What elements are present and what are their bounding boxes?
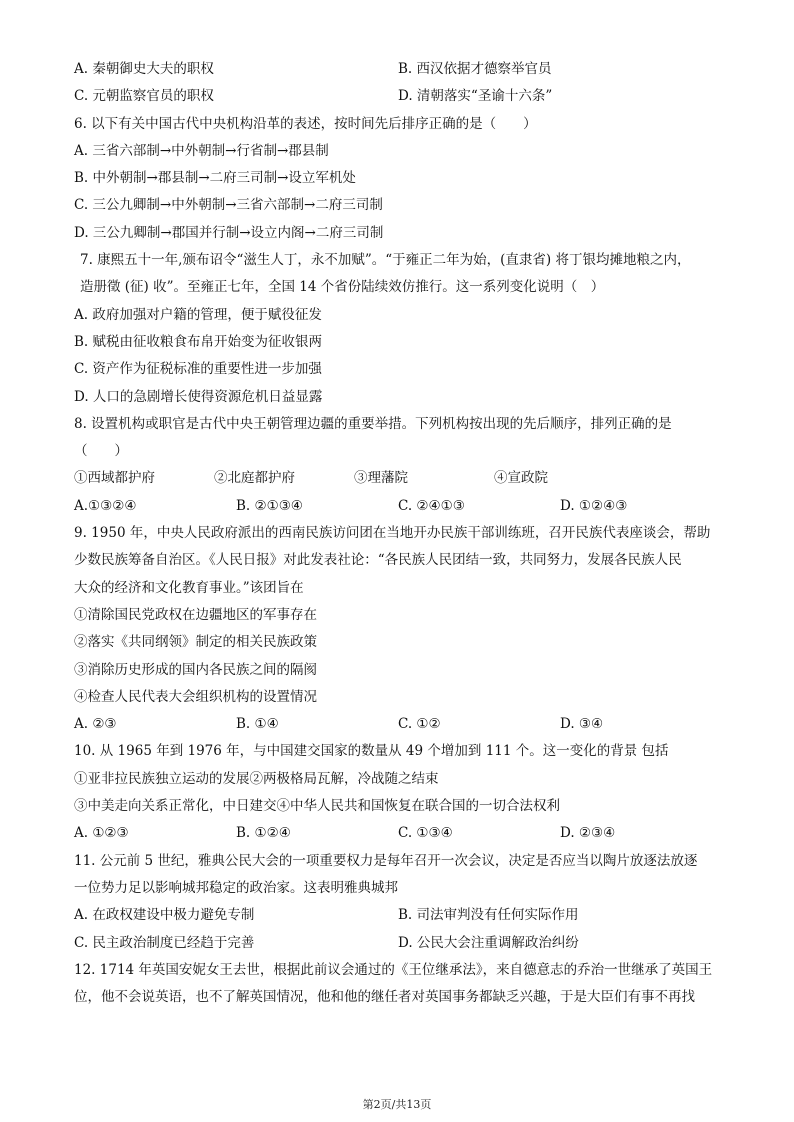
page-number: 第2页/共13页 — [362, 1098, 432, 1111]
q10-option-a: A. ①②③ — [74, 825, 129, 842]
q9-stem-line-2: 少数民族筹备自治区。《人民日报》对此发表社论：“各民族人民团结一致，共同努力，发展各民族人民 — [74, 552, 682, 569]
q8-option-c: C. ②④①③ — [398, 497, 465, 514]
q8-stem-line-1: 8. 设置机构或职官是古代中央王朝管理边疆的重要举措。下列机构按出现的先后顺序，排列正确的是 — [74, 415, 672, 432]
q10-option-d: D. ②③④ — [560, 825, 616, 842]
q8-stem-line-2: （ ） — [74, 443, 128, 460]
q6-option-c: C. 三公九卿制→中外朝制→三省六部制→二府三司制 — [74, 197, 383, 214]
q11-stem-line-2: 一位势力足以影响城邦稳定的政治家。这表明雅典城邦 — [74, 879, 398, 896]
q5-options-row-1 — [74, 56, 724, 83]
q9-item-4: ④检查人民代表大会组织机构的设置情况 — [74, 688, 317, 705]
q8-options — [74, 493, 724, 520]
q10-item-line-1: ①亚非拉民族独立运动的发展②两极格局瓦解，冷战随之结束 — [74, 770, 439, 787]
q8-option-b: B. ②①③④ — [236, 497, 303, 514]
q6-stem: 6. 以下有关中国古代中央机构沿革的表述，按时间先后排序正确的是（ ） — [74, 115, 537, 132]
q10-item-line-2: ③中美走向关系正常化，中日建交④中华人民共和国恢复在联合国的一切合法权利 — [74, 798, 560, 815]
q8-option-d: D. ①②④③ — [560, 497, 628, 514]
q9-option-c: C. ①② — [398, 716, 441, 733]
q5-option-d: D. 清朝落实“圣谕十六条” — [398, 88, 553, 105]
q9-stem-line-3: 大众的经济和文化教育事业。”该团旨在 — [74, 579, 304, 596]
q8-item-1: ①西域都护府 — [74, 470, 155, 487]
q8-item-2: ②北庭都护府 — [214, 470, 295, 487]
q11-option-d: D. 公民大会注重调解政治纠纷 — [398, 934, 579, 951]
q9-item-2: ②落实《共同纲领》制定的相关民族政策 — [74, 634, 317, 651]
q6-option-a: A. 三省六部制→中外朝制→行省制→郡县制 — [74, 142, 329, 159]
q11-options-row-1 — [74, 902, 724, 929]
q8-items — [74, 465, 724, 492]
q9-option-b: B. ①④ — [236, 716, 279, 733]
exam-page — [74, 56, 724, 1011]
q11-stem-line-1: 11. 公元前 5 世纪，雅典公民大会的一项重要权力是每年召开一次会议，决定是否应当以陶片放逐法放逐 — [74, 852, 698, 869]
q7-option-c: C. 资产作为征税标准的重要性进一步加强 — [74, 361, 322, 378]
q12-stem-line-1: 12. 1714 年英国安妮女王去世，根据此前议会通过的《王位继承法》，来自德意志的乔治一世继承了英国王 — [74, 961, 713, 978]
q10-option-b: B. ①②④ — [236, 825, 291, 842]
q5-option-a: A. 秦朝御史大夫的职权 — [74, 61, 214, 77]
q8-item-3: ③理藩院 — [354, 470, 408, 487]
q9-item-3: ③消除历史形成的国内各民族之间的隔阂 — [74, 661, 317, 678]
q9-option-d: D. ③④ — [560, 716, 604, 733]
q12-stem-line-2: 位，他不会说英语，也不了解英国情况，他和他的继任者对英国事务都缺乏兴趣，于是大臣们有事不再找 — [74, 989, 695, 1006]
q8-option-a: A.①③②④ — [74, 497, 137, 514]
q9-option-a: A. ②③ — [74, 716, 117, 733]
q9-item-1: ①清除国民党政权在边疆地区的军事存在 — [74, 606, 317, 623]
q5-options-row-2 — [74, 83, 724, 110]
q9-stem-line-1: 9. 1950 年，中央人民政府派出的西南民族访问团在当地开办民族干部训练班，召开民族代表座谈会，帮助 — [74, 525, 711, 542]
q5-option-b: B. 西汉依据才德察举官员 — [398, 61, 552, 77]
q7-stem-line-1: 7. 康熙五十一年,颁布诏令“滋生人丁，永不加赋”。“于雍正二年为始，(直隶省) 将丁银均摊地粮之内， — [80, 252, 691, 269]
q11-options-row-2 — [74, 930, 724, 957]
q7-stem-line-2: 造册徵 (征) 收”。至雍正七年，全国 14 个省份陆续效仿推行。这一系列变化说明（ ） — [80, 279, 605, 296]
q10-stem: 10. 从 1965 年到 1976 年，与中国建交国家的数量从 49 个增加到 111 个。这一变化的背景 包括 — [74, 743, 669, 760]
q10-option-c: C. ①③④ — [398, 825, 453, 842]
q7-option-a: A. 政府加强对户籍的管理，便于赋役征发 — [74, 306, 322, 323]
q11-option-b: B. 司法审判没有任何实际作用 — [398, 907, 579, 924]
q9-options — [74, 711, 724, 738]
q6-option-b: B. 中外朝制→郡县制→二府三司制→设立军机处 — [74, 170, 356, 187]
q11-option-a: A. 在政权建设中极力避免专制 — [74, 907, 255, 924]
q7-option-b: B. 赋税由征收粮食布帛开始变为征收银两 — [74, 333, 323, 350]
q7-option-d: D. 人口的急剧增长使得资源危机日益显露 — [74, 388, 323, 405]
q6-option-d: D. 三公九卿制→郡国并行制→设立内阁→二府三司制 — [74, 224, 384, 241]
q8-item-4: ④宣政院 — [494, 470, 548, 487]
q10-options — [74, 820, 724, 847]
q5-option-c: C. 元朝监察官员的职权 — [74, 88, 214, 105]
q11-option-c: C. 民主政治制度已经趋于完善 — [74, 934, 255, 951]
